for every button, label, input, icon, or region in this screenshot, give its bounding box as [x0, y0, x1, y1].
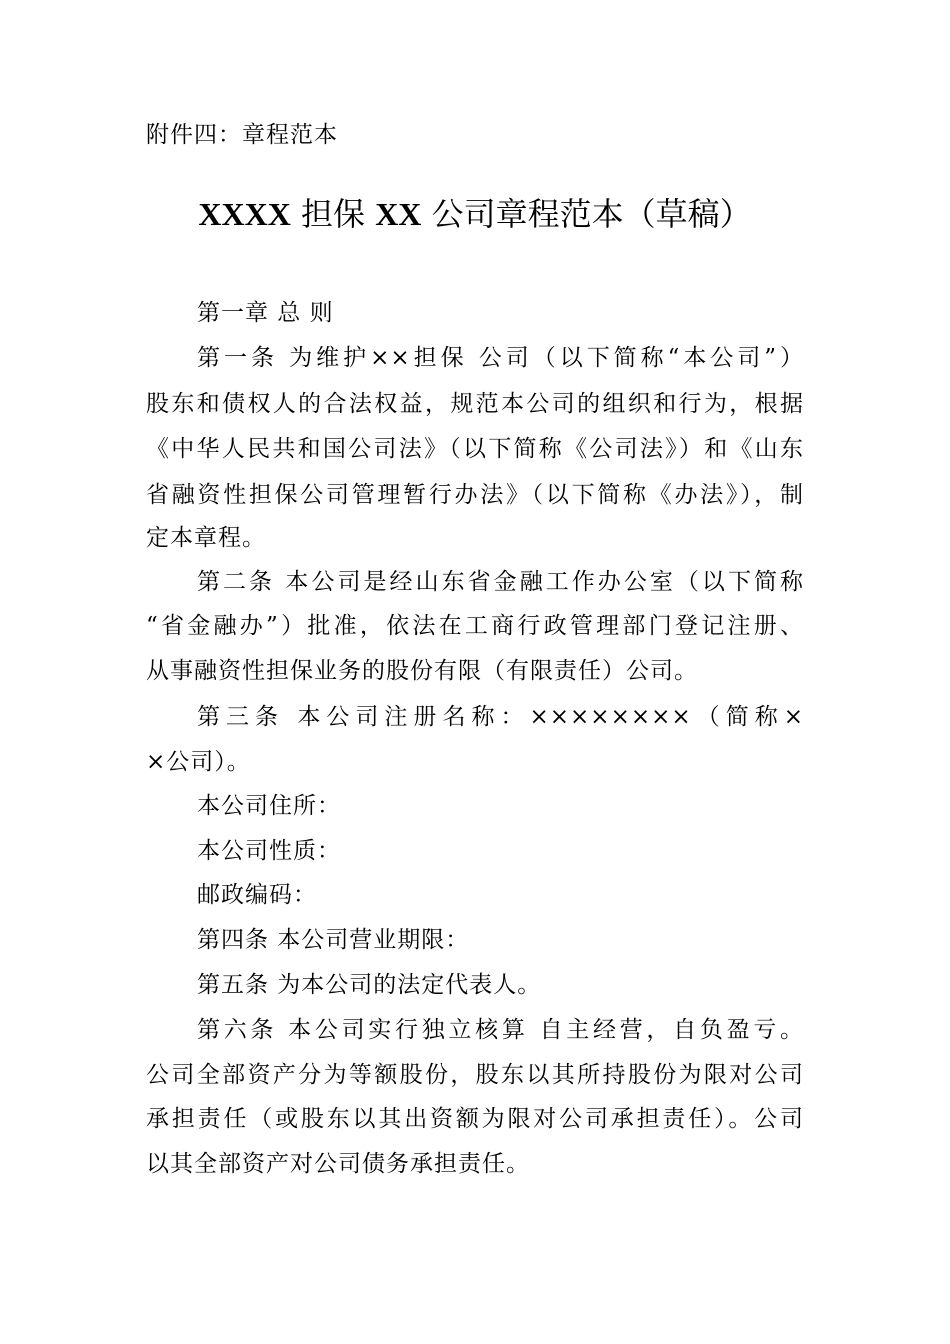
article-3-line-1: 第三条 本公司注册名称：××××××××（简称× — [197, 704, 804, 730]
postcode-field: 邮政编码： — [197, 882, 317, 908]
title-part-4: 公司章程范本（草稿） — [421, 195, 752, 233]
article-1-line-3: 《中华人民共和国公司法》（以下简称《公司法》）和《山东 — [146, 436, 804, 462]
article-2-line-2: “省金融办”）批准，依法在工商行政管理部门登记注册、 — [146, 613, 804, 639]
title-part-1: XXXX — [198, 196, 291, 232]
article-5: 第五条 为本公司的法定代表人。 — [197, 972, 542, 998]
article-3-line-2: ×公司）。 — [146, 749, 251, 775]
article-1-line-2: 股东和债权人的合法权益，规范本公司的组织和行为，根据 — [146, 391, 804, 417]
company-nature-field: 本公司性质： — [197, 838, 341, 864]
attachment-label: 附件四：章程范本 — [146, 122, 338, 148]
article-6-line-1: 第六条 本公司实行独立核算 自主经营，自负盈亏。 — [197, 1017, 804, 1043]
article-1-line-4: 省融资性担保公司管理暂行办法》（以下简称《办法》），制 — [146, 482, 804, 508]
article-4: 第四条 本公司营业期限： — [197, 927, 470, 953]
article-6-line-4: 以其全部资产对公司债务承担责任。 — [146, 1151, 530, 1177]
chapter-heading: 第一章 总 则 — [197, 300, 334, 326]
title-part-3: XX — [375, 196, 422, 232]
article-6-line-3: 承担责任（或股东以其出资额为限对公司承担责任）。公司 — [146, 1106, 804, 1132]
article-2-line-1: 第二条 本公司是经山东省金融工作办公室（以下简称 — [197, 569, 804, 595]
article-2-line-3: 从事融资性担保业务的股份有限（有限责任）公司。 — [146, 658, 698, 684]
document-title — [0, 194, 950, 234]
article-1-line-1: 第一条 为维护××担保 公司（以下简称“本公司”） — [197, 345, 804, 371]
title-part-2: 担保 — [290, 195, 376, 233]
article-1-line-5: 定本章程。 — [146, 525, 266, 551]
company-address-field: 本公司住所： — [197, 793, 341, 819]
article-6-line-2: 公司全部资产分为等额股份，股东以其所持股份为限对公司 — [146, 1062, 804, 1088]
